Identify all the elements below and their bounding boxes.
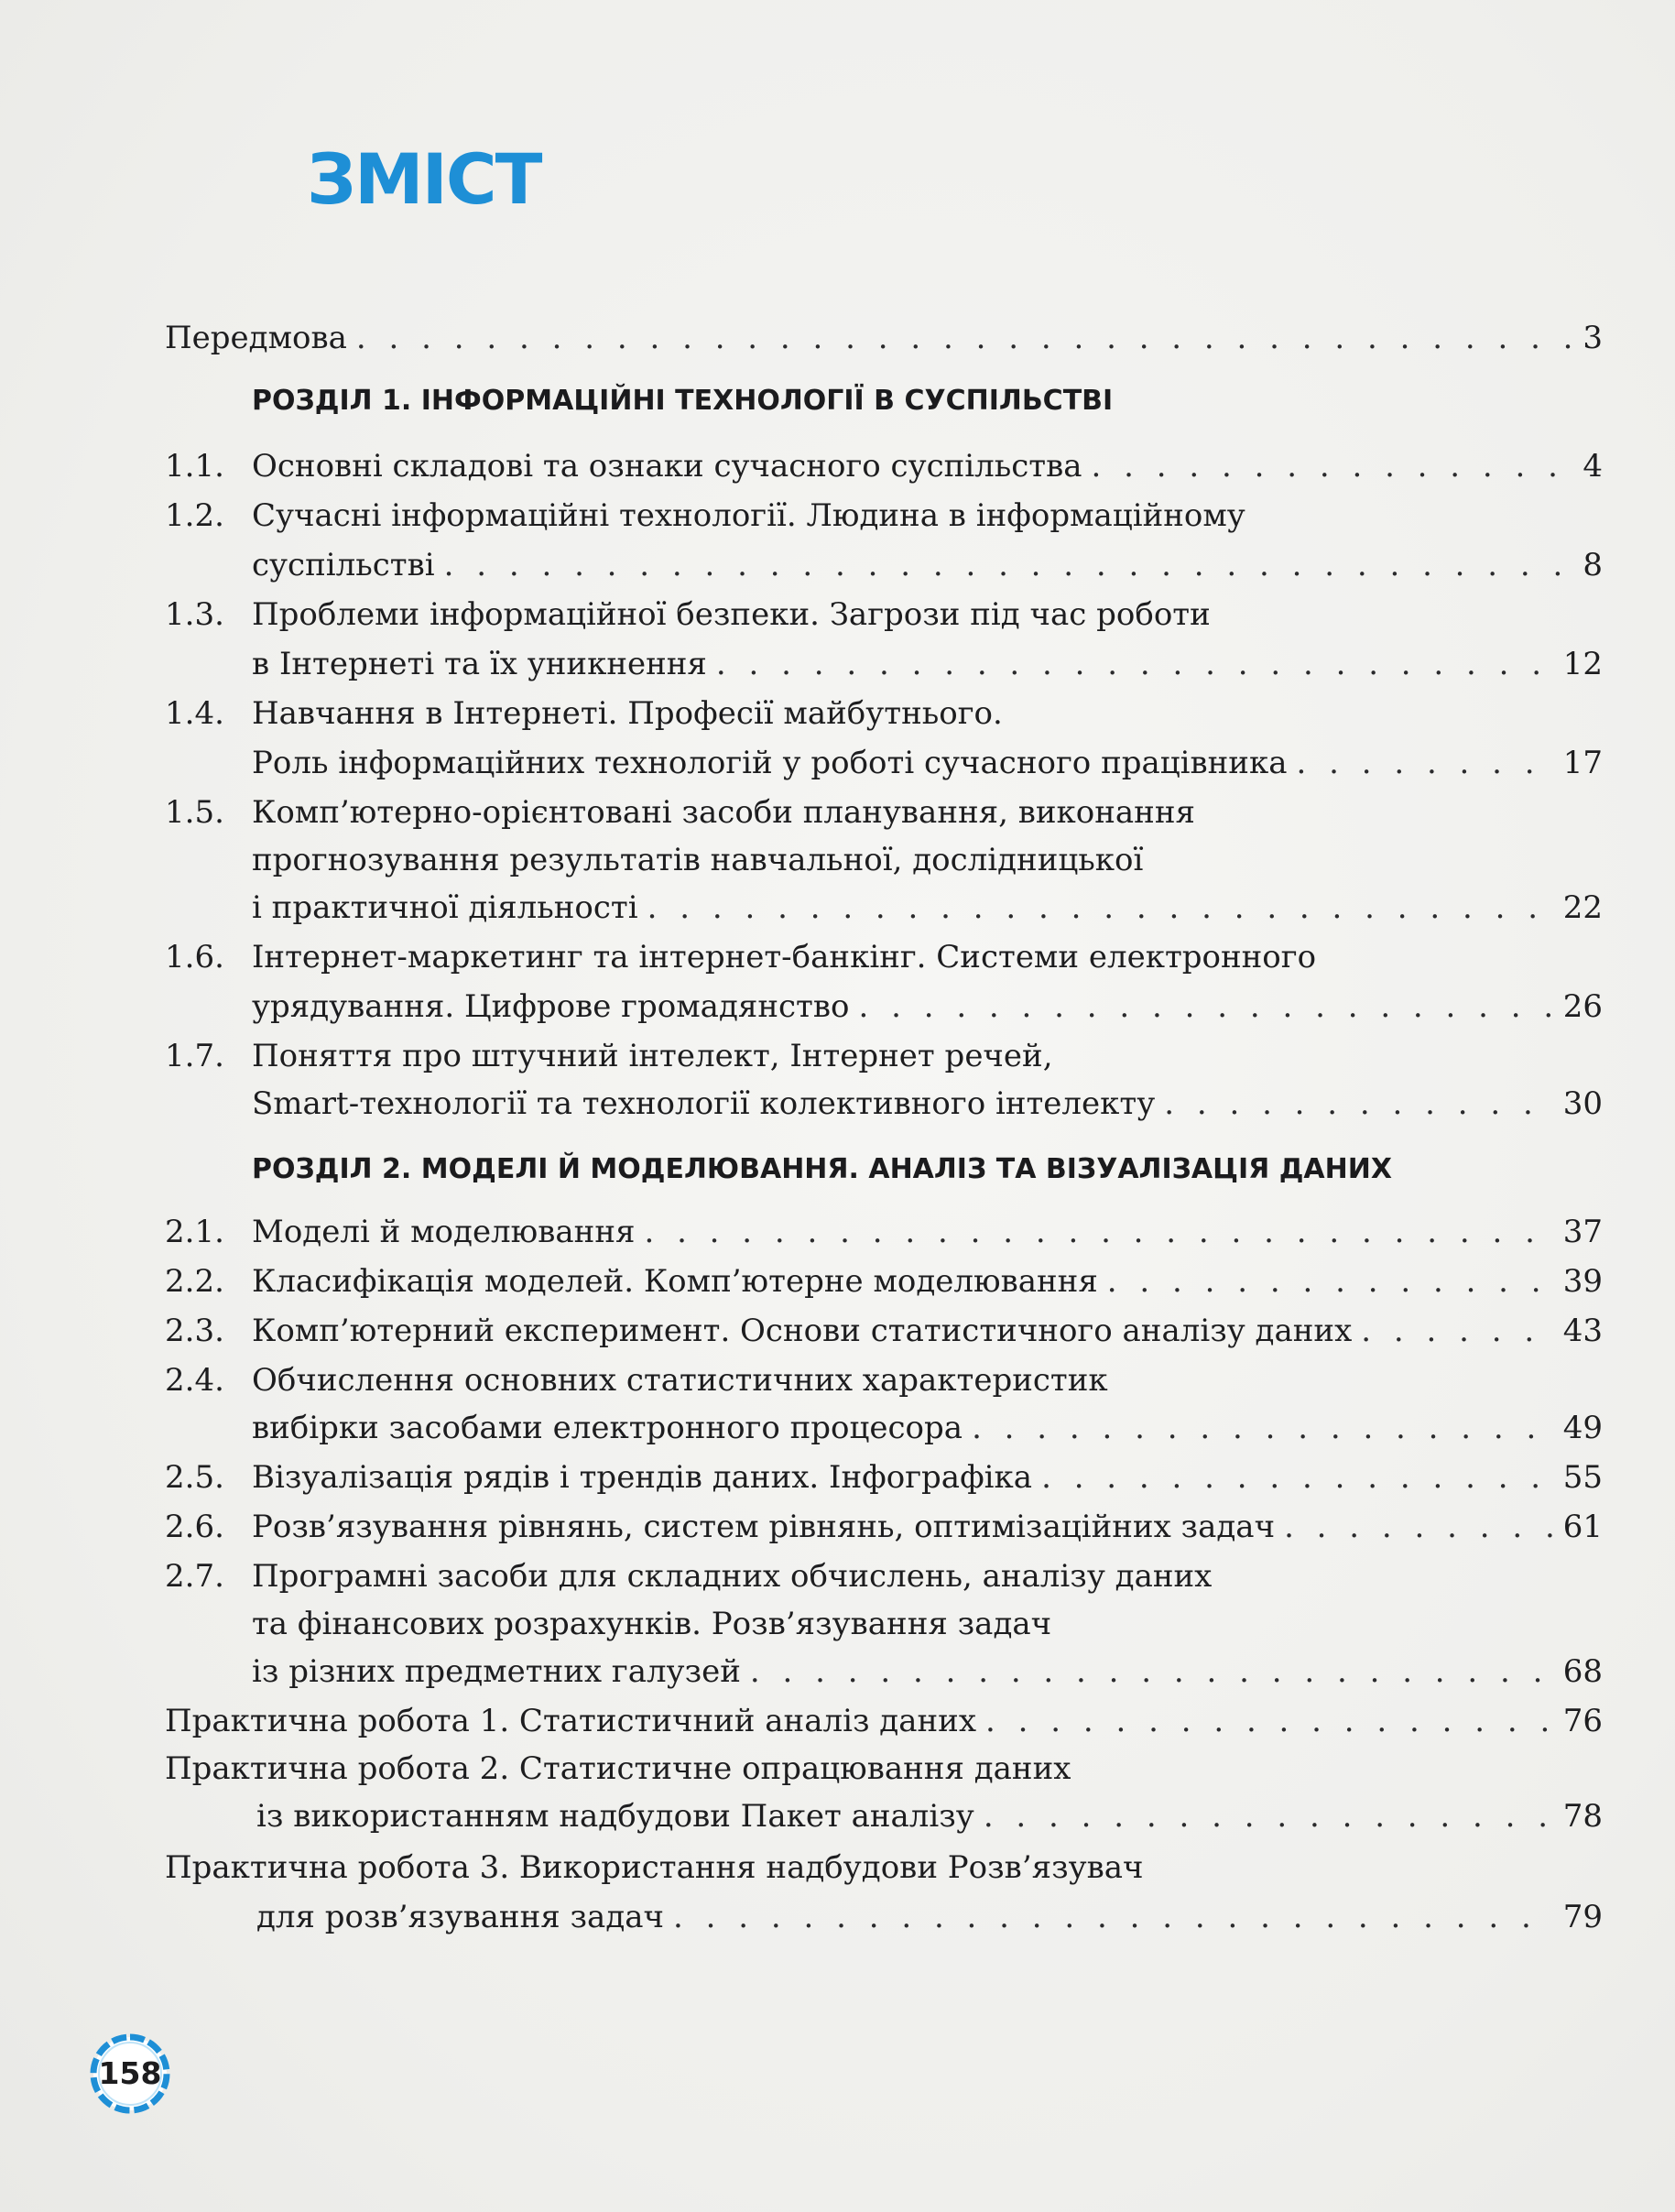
leader-dots [1284,1502,1554,1552]
toc-entry-label: та фінансових розрахунків. Розв’язування задач [252,1606,1052,1642]
toc-entry-label: і практичної діяльності [252,889,638,926]
leader-dots [1361,1306,1553,1356]
toc-entry-number: 1.5. [165,794,224,831]
leader-dots [1164,1079,1554,1128]
section-heading-2: РОЗДІЛ 2. МОДЕЛІ Й МОДЕЛЮВАННЯ. АНАЛІЗ ТА ВІЗУАЛІЗАЦІЯ ДАНИХ [252,1153,1392,1185]
toc-entry-number: 1.6. [165,939,224,975]
toc-entry-number: 2.2. [165,1263,224,1300]
toc-page-number: 4 [1583,448,1603,485]
toc-entry-label: Поняття про штучний інтелект, Інтернет речей, [252,1038,1053,1074]
toc-entry-label: суспільстві [252,547,435,583]
toc-entry-1-6[interactable] [165,932,1603,982]
toc-entry-2-4[interactable] [165,1356,1603,1405]
toc-entry-practical-3-cont[interactable] [165,1892,1603,1942]
toc-entry-label: Обчислення основних статистичних характеристик [252,1362,1108,1399]
leader-dots [644,1207,1553,1257]
toc-entry-label: Візуалізація рядів і трендів даних. Інфографіка [252,1459,1033,1496]
toc-entry-1-5-cont[interactable] [165,835,1603,885]
toc-entry-number: 2.7. [165,1558,224,1595]
toc-entry-label: Основні складові та ознаки сучасного суспільства [252,448,1082,485]
leader-dots [1296,738,1553,788]
toc-entry-label: Моделі й моделювання [252,1214,636,1250]
leader-dots [1041,1453,1554,1502]
toc-entry-label: Комп’ютерний експеримент. Основи статистичного аналізу даних [252,1313,1353,1349]
leader-dots [750,1647,1554,1696]
toc-entry-2-1[interactable] [165,1207,1603,1257]
toc-page-number: 49 [1562,1410,1603,1446]
toc-entry-label: урядування. Цифрове громадянство [252,988,850,1025]
toc-entry-practical-1[interactable] [165,1696,1603,1746]
toc-page-number: 30 [1562,1085,1603,1122]
toc-entry-label: Проблеми інформаційної безпеки. Загрози під час роботи [252,596,1211,633]
toc-entry-1-1[interactable] [165,441,1603,491]
toc-entry-number: 2.1. [165,1214,224,1250]
toc-entry-1-3-cont[interactable] [165,639,1603,689]
toc-entry-preface[interactable] [165,313,1603,363]
toc-page-number: 26 [1562,988,1603,1025]
leader-dots [984,1792,1554,1841]
toc-entry-1-7-cont[interactable] [165,1079,1603,1128]
toc-entry-number: 1.1. [165,448,224,485]
toc-page-number: 68 [1562,1653,1603,1690]
toc-entry-2-4-cont[interactable] [165,1403,1603,1453]
toc-entry-1-3[interactable] [165,590,1603,639]
toc-page-number: 12 [1562,646,1603,682]
toc-page-number: 17 [1562,745,1603,781]
toc-entry-number: 1.2. [165,497,224,534]
toc-entry-2-6[interactable] [165,1502,1603,1552]
toc-page-number: 76 [1562,1703,1603,1739]
leader-dots [716,639,1554,689]
page-number: 158 [98,2055,162,2091]
leader-dots [356,313,1573,363]
leader-dots [444,540,1574,590]
toc-entry-2-7-cont[interactable] [165,1599,1603,1649]
toc-entry-number: 1.4. [165,695,224,732]
toc-entry-label: із різних предметних галузей [252,1653,741,1690]
toc-entry-label: для розв’язування задач [256,1899,665,1935]
toc-entry-1-4-cont[interactable] [165,738,1603,788]
toc-entry-1-5-cont2[interactable] [165,883,1603,932]
toc-entry-2-2[interactable] [165,1257,1603,1306]
toc-entry-1-2-cont[interactable] [165,540,1603,590]
toc-entry-number: 2.6. [165,1509,224,1545]
toc-entry-number: 2.5. [165,1459,224,1496]
toc-entry-label: Практична робота 1. Статистичний аналіз даних [165,1703,977,1739]
toc-page-number: 37 [1562,1214,1603,1250]
toc-entry-practical-3[interactable] [165,1843,1603,1892]
toc-entry-number: 1.7. [165,1038,224,1074]
toc-entry-1-6-cont[interactable] [165,982,1603,1031]
toc-entry-label: прогнозування результатів навчальної, дослідницької [252,842,1144,878]
toc-page-number: 43 [1562,1313,1603,1349]
toc-entry-label: Програмні засоби для складних обчислень, аналізу даних [252,1558,1213,1595]
leader-dots [985,1696,1554,1746]
leader-dots [647,883,1554,932]
toc-entry-1-7[interactable] [165,1031,1603,1081]
toc-entry-label: Smart-технології та технології колективного інтелекту [252,1085,1156,1122]
toc-entry-2-3[interactable] [165,1306,1603,1356]
toc-entry-1-5[interactable] [165,788,1603,837]
toc-entry-label: Інтернет-маркетинг та інтернет-банкінг. Системи електронного [252,939,1317,975]
toc-entry-practical-2[interactable] [165,1744,1603,1793]
toc-page-number: 22 [1562,889,1603,926]
toc-entry-label: в Інтернеті та їх уникнення [252,646,707,682]
toc-entry-label: Роль інформаційних технологій у роботі сучасного працівника [252,745,1288,781]
toc-entry-label: Практична робота 3. Використання надбудови Розв’язувач [165,1849,1144,1886]
section-heading-1: РОЗДІЛ 1. ІНФОРМАЦІЙНІ ТЕХНОЛОГІЇ В СУСПІЛЬСТВІ [252,385,1114,417]
toc-entry-number: 2.4. [165,1362,224,1399]
toc-entry-label: Практична робота 2. Статистичне опрацювання даних [165,1750,1071,1787]
toc-entry-2-7-cont2[interactable] [165,1647,1603,1696]
toc-page-number: 78 [1562,1798,1603,1835]
toc-page-number: 79 [1562,1899,1603,1935]
toc-page-number: 55 [1562,1459,1603,1496]
page-title: ЗМІСТ [307,138,541,220]
toc-entry-label: Комп’ютерно-орієнтовані засоби планування, виконання [252,794,1195,831]
toc-page-number: 61 [1562,1509,1603,1545]
toc-entry-label: із використанням надбудови Пакет аналізу [256,1798,974,1835]
toc-page-number: 39 [1562,1263,1603,1300]
leader-dots [972,1403,1554,1453]
toc-entry-1-4[interactable] [165,689,1603,738]
toc-page-number: 3 [1583,320,1603,356]
toc-entry-number: 2.3. [165,1313,224,1349]
toc-entry-1-2[interactable] [165,491,1603,540]
toc-entry-label: Навчання в Інтернеті. Професії майбутнього. [252,695,1003,732]
leader-dots [1092,441,1574,491]
toc-entry-label: Сучасні інформаційні технології. Людина в інформаційному [252,497,1245,534]
toc-entry-2-5[interactable] [165,1453,1603,1502]
toc-entry-practical-2-cont[interactable] [165,1792,1603,1841]
page-number-badge [88,2032,172,2116]
toc-entry-label: Розв’язування рівнянь, систем рівнянь, оптимізаційних задач [252,1509,1276,1545]
toc-entry-label: Передмова [165,320,347,356]
toc-entry-label: Класифікація моделей. Комп’ютерне моделювання [252,1263,1098,1300]
toc-entry-number: 1.3. [165,596,224,633]
toc-entry-label: вибірки засобами електронного процесора [252,1410,963,1446]
leader-dots [1107,1257,1554,1306]
toc-entry-2-7[interactable] [165,1552,1603,1601]
toc-page-number: 8 [1583,547,1603,583]
leader-dots [858,982,1553,1031]
leader-dots [673,1892,1554,1942]
